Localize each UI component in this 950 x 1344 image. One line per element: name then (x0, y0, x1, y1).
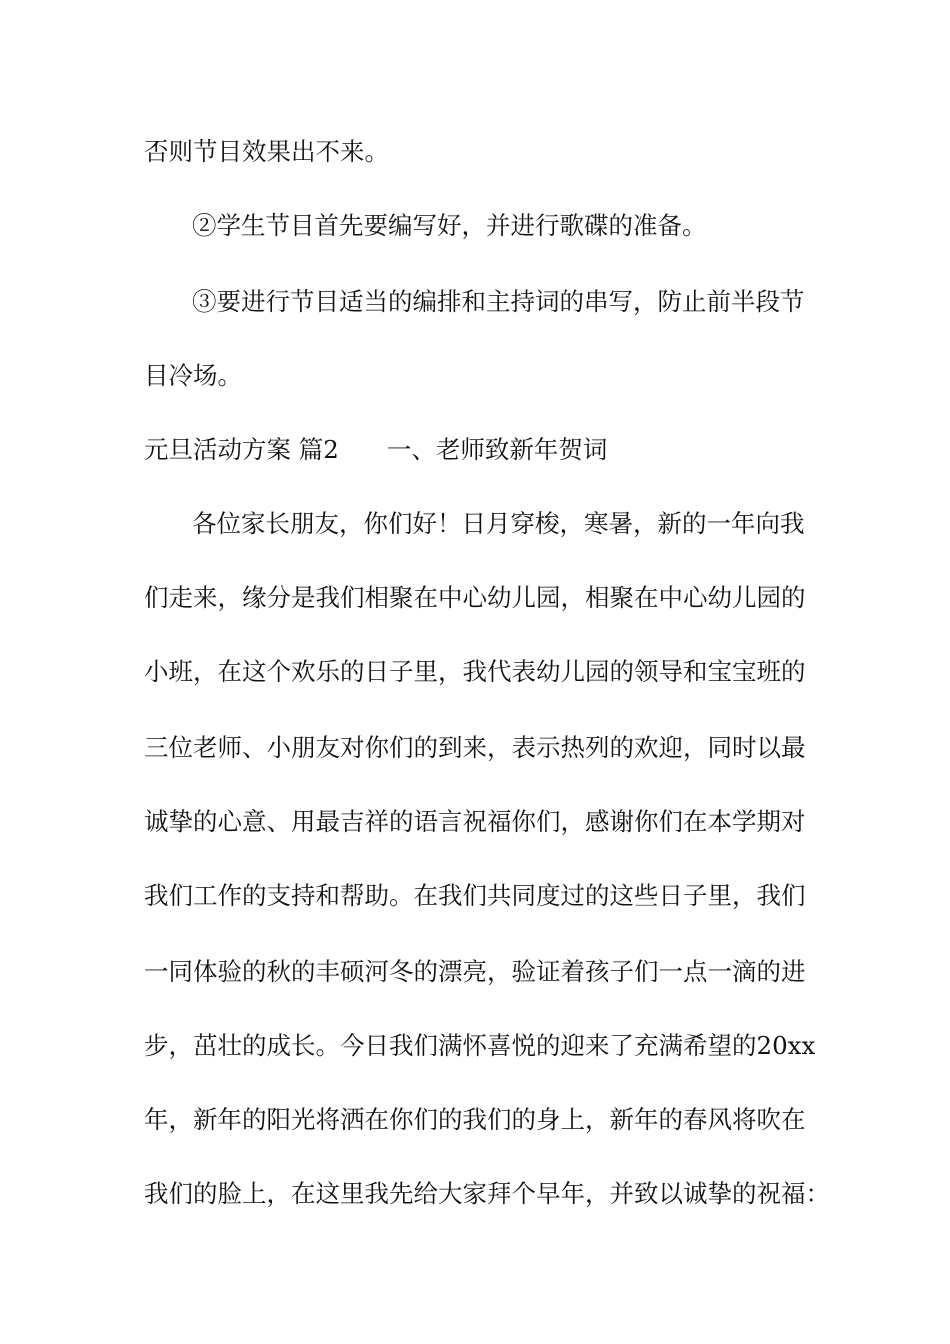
text-line: 三位老师、小朋友对你们的到来，表示热列的欢迎，同时以最 (144, 733, 806, 762)
text-line: 否则节目效果出不来。 (144, 137, 389, 166)
section-title: 元旦活动方案 篇2 (144, 435, 339, 464)
section-subtitle: 一、老师致新年贺词 (386, 435, 608, 464)
text-line: 诚挚的心意、用最吉祥的语言祝福你们，感谢你们在本学期对 (144, 807, 806, 836)
text-line: 们走来，缘分是我们相聚在中心幼儿园，相聚在中心幼儿园的 (144, 583, 806, 612)
section-heading (144, 432, 824, 468)
text-line: 目冷场。 (144, 361, 242, 390)
text-line: ②学生节目首先要编写好，并进行歌碟的准备。 (192, 211, 707, 240)
text-line: 各位家长朋友，你们好！日月穿梭，寒暑，新的一年向我 (192, 509, 805, 538)
text-line: 我们的脸上，在这里我先给大家拜个早年，并致以诚挚的祝福： (144, 1179, 830, 1208)
text-line: ③要进行节目适当的编排和主持词的串写，防止前半段节 (192, 287, 805, 316)
text-line: 小班，在这个欢乐的日子里，我代表幼儿园的领导和宝宝班的 (144, 657, 806, 686)
text-line: 我们工作的支持和帮助。在我们共同度过的这些日子里，我们 (144, 881, 806, 910)
text-line: 一同体验的秋的丰硕河冬的漂亮，验证着孩子们一点一滴的进 (144, 957, 806, 986)
text-line: 年，新年的阳光将洒在你们的我们的身上，新年的春风将吹在 (144, 1105, 806, 1134)
text-line: 步，茁壮的成长。今日我们满怀喜悦的迎来了充满希望的20xx (144, 1031, 816, 1060)
